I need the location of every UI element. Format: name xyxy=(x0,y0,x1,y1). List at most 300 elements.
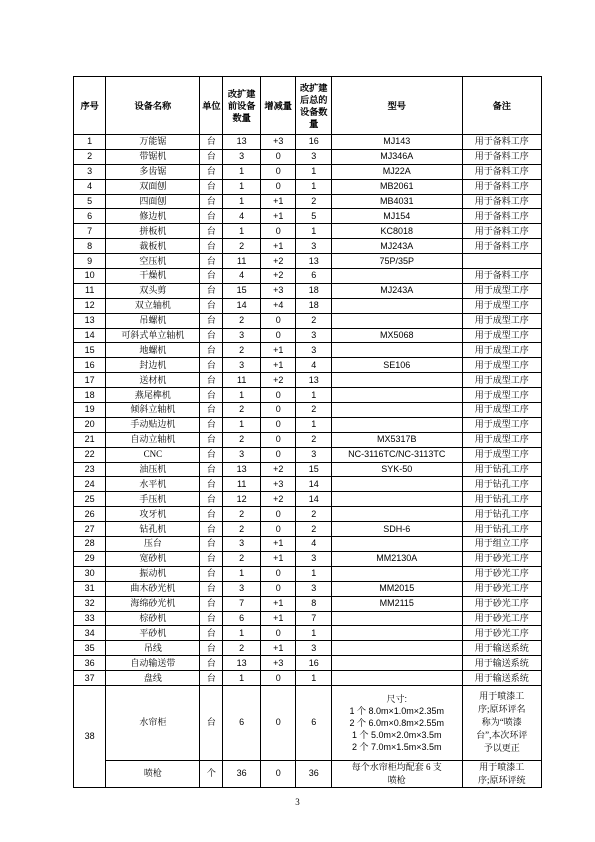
row-change: +1 xyxy=(260,194,296,209)
table-row-38a xyxy=(74,685,542,760)
row-note: 用于钻孔工序 xyxy=(462,477,541,492)
row-after: 3 xyxy=(296,641,332,656)
row-before: 1 xyxy=(223,224,261,239)
row-before: 2 xyxy=(223,432,261,447)
row-seq: 18 xyxy=(74,388,106,403)
row38-curtain-note-line: 用于喷漆工 xyxy=(479,691,525,702)
row-seq: 10 xyxy=(74,269,106,284)
row38-gun-note xyxy=(462,760,541,787)
row-unit: 台 xyxy=(200,656,223,671)
row-name: 平砂机 xyxy=(106,626,200,641)
row-note: 用于钻孔工序 xyxy=(462,492,541,507)
row-note: 用于成型工序 xyxy=(462,403,541,418)
row-seq: 7 xyxy=(74,224,106,239)
row38-curtain-model-line: 1 个 5.0m×2.0m×3.5m xyxy=(352,729,442,740)
table-row xyxy=(74,492,542,507)
row-before: 3 xyxy=(223,447,261,462)
row-note: 用于成型工序 xyxy=(462,358,541,373)
row-unit: 台 xyxy=(200,641,223,656)
row-seq: 15 xyxy=(74,343,106,358)
row-change: 0 xyxy=(260,388,296,403)
row-seq: 12 xyxy=(74,298,106,313)
row-seq: 24 xyxy=(74,477,106,492)
row-note: 用于备料工序 xyxy=(462,209,541,224)
row-after: 3 xyxy=(296,447,332,462)
row-after: 16 xyxy=(296,135,332,150)
row-note: 用于砂光工序 xyxy=(462,566,541,581)
row-change: +1 xyxy=(260,611,296,626)
row-after: 16 xyxy=(296,656,332,671)
row-before: 1 xyxy=(223,626,261,641)
row-before: 3 xyxy=(223,358,261,373)
row-model: MM2015 xyxy=(331,581,462,596)
row-unit: 台 xyxy=(200,149,223,164)
row-note: 用于钻孔工序 xyxy=(462,522,541,537)
row-unit: 台 xyxy=(200,269,223,284)
row-after: 1 xyxy=(296,179,332,194)
row-name: 吊线 xyxy=(106,641,200,656)
row-name: 油压机 xyxy=(106,462,200,477)
row-before: 1 xyxy=(223,179,261,194)
row-after: 13 xyxy=(296,373,332,388)
row38-gun-model xyxy=(331,760,462,787)
row-model: KC8018 xyxy=(331,224,462,239)
row-model xyxy=(331,388,462,403)
row-before: 1 xyxy=(223,566,261,581)
row-after: 6 xyxy=(296,269,332,284)
row-before: 13 xyxy=(223,135,261,150)
row-change: +1 xyxy=(260,641,296,656)
row-change: 0 xyxy=(260,507,296,522)
row-model xyxy=(331,403,462,418)
row-change: 0 xyxy=(260,164,296,179)
row-model xyxy=(331,537,462,552)
row-note: 用于输送系统 xyxy=(462,671,541,686)
row-seq: 2 xyxy=(74,149,106,164)
row-after: 3 xyxy=(296,239,332,254)
row-model xyxy=(331,313,462,328)
row-name: 双立轴机 xyxy=(106,298,200,313)
row-unit: 台 xyxy=(200,462,223,477)
row-name: 燕尾榫机 xyxy=(106,388,200,403)
row-after: 1 xyxy=(296,671,332,686)
row-change: 0 xyxy=(260,671,296,686)
row-change: +4 xyxy=(260,298,296,313)
row-unit: 台 xyxy=(200,611,223,626)
row-before: 1 xyxy=(223,164,261,179)
header-before: 改扩建前设备数量 xyxy=(223,77,261,135)
row38-curtain-model-line: 2 个 6.0m×0.8m×2.55m xyxy=(349,717,445,728)
row-model: MB2061 xyxy=(331,179,462,194)
row-name: 修边机 xyxy=(106,209,200,224)
table-row xyxy=(74,388,542,403)
row-note: 用于砂光工序 xyxy=(462,551,541,566)
row-after: 5 xyxy=(296,209,332,224)
row-model: MM2115 xyxy=(331,596,462,611)
row-before: 11 xyxy=(223,373,261,388)
row38-curtain-unit: 台 xyxy=(200,685,223,760)
row-before: 11 xyxy=(223,254,261,269)
row-seq: 13 xyxy=(74,313,106,328)
row-unit: 台 xyxy=(200,626,223,641)
row-name: CNC xyxy=(106,447,200,462)
row-note: 用于成型工序 xyxy=(462,298,541,313)
row-change: 0 xyxy=(260,313,296,328)
row-name: 手动贴边机 xyxy=(106,417,200,432)
row-after: 3 xyxy=(296,343,332,358)
row-model: MM2130A xyxy=(331,551,462,566)
table-row xyxy=(74,209,542,224)
table-row xyxy=(74,551,542,566)
row-name: 干燥机 xyxy=(106,269,200,284)
row-note: 用于备料工序 xyxy=(462,269,541,284)
row-note: 用于备料工序 xyxy=(462,149,541,164)
row-name: 地螺机 xyxy=(106,343,200,358)
row38-curtain-name: 水帘柜 xyxy=(106,685,200,760)
row-name: 自动立轴机 xyxy=(106,432,200,447)
row-name: 压台 xyxy=(106,537,200,552)
row-before: 3 xyxy=(223,537,261,552)
row-before: 2 xyxy=(223,641,261,656)
row-change: +1 xyxy=(260,239,296,254)
row38-gun-note-line: 用于喷漆工 xyxy=(479,761,525,772)
row38-curtain-model xyxy=(331,685,462,760)
row-name: 吊螺机 xyxy=(106,313,200,328)
row-after: 1 xyxy=(296,566,332,581)
row-note: 用于成型工序 xyxy=(462,328,541,343)
row-model xyxy=(331,269,462,284)
row-note: 用于成型工序 xyxy=(462,373,541,388)
row-note: 用于成型工序 xyxy=(462,343,541,358)
table-row xyxy=(74,373,542,388)
row-model: SDH-6 xyxy=(331,522,462,537)
row38-curtain-note-line: 台”,本次环评 xyxy=(476,730,528,741)
row-after: 2 xyxy=(296,194,332,209)
row-change: 0 xyxy=(260,224,296,239)
row-before: 1 xyxy=(223,417,261,432)
row-seq: 9 xyxy=(74,254,106,269)
row-change: 0 xyxy=(260,566,296,581)
row-name: 钻孔机 xyxy=(106,522,200,537)
row-before: 2 xyxy=(223,343,261,358)
row-change: +2 xyxy=(260,254,296,269)
row-seq: 14 xyxy=(74,328,106,343)
table-row xyxy=(74,477,542,492)
row-unit: 台 xyxy=(200,522,223,537)
row-unit: 台 xyxy=(200,135,223,150)
row-note: 用于成型工序 xyxy=(462,447,541,462)
row-before: 13 xyxy=(223,462,261,477)
row-model xyxy=(331,641,462,656)
row-model xyxy=(331,507,462,522)
header-seq: 序号 xyxy=(74,77,106,135)
table-row xyxy=(74,194,542,209)
row-unit: 台 xyxy=(200,179,223,194)
row-change: 0 xyxy=(260,403,296,418)
row-unit: 台 xyxy=(200,551,223,566)
row-unit: 台 xyxy=(200,194,223,209)
row38-gun-after: 36 xyxy=(296,760,332,787)
row-change: +1 xyxy=(260,358,296,373)
row-before: 11 xyxy=(223,477,261,492)
row-change: +3 xyxy=(260,283,296,298)
row-unit: 台 xyxy=(200,209,223,224)
row-change: +2 xyxy=(260,373,296,388)
row-name: 带锯机 xyxy=(106,149,200,164)
row-before: 2 xyxy=(223,507,261,522)
row-change: 0 xyxy=(260,522,296,537)
row-note: 用于组立工序 xyxy=(462,537,541,552)
row-change: +1 xyxy=(260,537,296,552)
header-change: 增减量 xyxy=(260,77,296,135)
row38-gun-model-line: 每个水帘柜均配套 6 支 xyxy=(351,761,442,772)
row-before: 2 xyxy=(223,239,261,254)
table-row xyxy=(74,596,542,611)
table-row xyxy=(74,313,542,328)
row-note: 用于输送系统 xyxy=(462,656,541,671)
row-change: 0 xyxy=(260,447,296,462)
row-name: 盘线 xyxy=(106,671,200,686)
row-unit: 台 xyxy=(200,358,223,373)
table-row xyxy=(74,581,542,596)
table-row xyxy=(74,179,542,194)
row38-curtain-note-line: 称为“喷漆 xyxy=(481,717,522,728)
row-name: 万能锯 xyxy=(106,135,200,150)
row-unit: 台 xyxy=(200,432,223,447)
row-after: 2 xyxy=(296,522,332,537)
row-name: 海绵砂光机 xyxy=(106,596,200,611)
row-before: 6 xyxy=(223,611,261,626)
row-seq: 30 xyxy=(74,566,106,581)
row-unit: 台 xyxy=(200,328,223,343)
row-model: 75P/35P xyxy=(331,254,462,269)
row38-curtain-note xyxy=(462,685,541,760)
row-note xyxy=(462,254,541,269)
row-seq: 25 xyxy=(74,492,106,507)
row-name: 裁板机 xyxy=(106,239,200,254)
table-row xyxy=(74,611,542,626)
row-model: MB4031 xyxy=(331,194,462,209)
row-unit: 台 xyxy=(200,596,223,611)
row-unit: 台 xyxy=(200,447,223,462)
row-change: +3 xyxy=(260,656,296,671)
row-after: 14 xyxy=(296,492,332,507)
row-unit: 台 xyxy=(200,164,223,179)
row-note: 用于钻孔工序 xyxy=(462,507,541,522)
row-unit: 台 xyxy=(200,581,223,596)
row-note: 用于钻孔工序 xyxy=(462,462,541,477)
row-name: 曲木砂光机 xyxy=(106,581,200,596)
row-after: 2 xyxy=(296,507,332,522)
header-model: 型号 xyxy=(331,77,462,135)
row-after: 8 xyxy=(296,596,332,611)
table-row xyxy=(74,671,542,686)
row38-curtain-change: 0 xyxy=(260,685,296,760)
row-name: 双头剪 xyxy=(106,283,200,298)
table-row xyxy=(74,283,542,298)
row-before: 3 xyxy=(223,581,261,596)
row-change: 0 xyxy=(260,581,296,596)
header-after: 改扩建后总的设备数量 xyxy=(296,77,332,135)
table-row xyxy=(74,447,542,462)
equipment-table xyxy=(73,76,542,788)
row-model xyxy=(331,492,462,507)
row-change: +1 xyxy=(260,209,296,224)
row-after: 7 xyxy=(296,611,332,626)
row-change: 0 xyxy=(260,328,296,343)
row-seq: 3 xyxy=(74,164,106,179)
row-change: +1 xyxy=(260,343,296,358)
table-row xyxy=(74,656,542,671)
table-body xyxy=(74,135,542,788)
row-change: 0 xyxy=(260,432,296,447)
row-model: SYK-50 xyxy=(331,462,462,477)
table-row xyxy=(74,135,542,150)
row-model: MJ243A xyxy=(331,283,462,298)
row-after: 3 xyxy=(296,551,332,566)
row-unit: 台 xyxy=(200,403,223,418)
row-seq: 22 xyxy=(74,447,106,462)
row-model xyxy=(331,298,462,313)
row-unit: 台 xyxy=(200,566,223,581)
row-seq: 11 xyxy=(74,283,106,298)
table-row xyxy=(74,641,542,656)
row-note: 用于备料工序 xyxy=(462,239,541,254)
table-row xyxy=(74,522,542,537)
row-after: 2 xyxy=(296,313,332,328)
row-note: 用于备料工序 xyxy=(462,224,541,239)
header-name: 设备名称 xyxy=(106,77,200,135)
row-model xyxy=(331,417,462,432)
row-before: 2 xyxy=(223,313,261,328)
row38-curtain-model-line: 1 个 8.0m×1.0m×2.35m xyxy=(349,705,445,716)
row-note: 用于成型工序 xyxy=(462,388,541,403)
row-before: 15 xyxy=(223,283,261,298)
row-after: 1 xyxy=(296,164,332,179)
row-model: MX5068 xyxy=(331,328,462,343)
row-note: 用于成型工序 xyxy=(462,313,541,328)
row-change: 0 xyxy=(260,626,296,641)
row-seq: 33 xyxy=(74,611,106,626)
row-model: MJ243A xyxy=(331,239,462,254)
row-unit: 台 xyxy=(200,507,223,522)
row-note: 用于备料工序 xyxy=(462,135,541,150)
row-name: 攻牙机 xyxy=(106,507,200,522)
row-name: 倾斜立轴机 xyxy=(106,403,200,418)
row-before: 2 xyxy=(223,522,261,537)
row-unit: 台 xyxy=(200,671,223,686)
row-unit: 台 xyxy=(200,343,223,358)
row-unit: 台 xyxy=(200,224,223,239)
row-name: 手压机 xyxy=(106,492,200,507)
row38-curtain-model-line: 2 个 7.0m×1.5m×3.5m xyxy=(352,741,442,752)
row-unit: 台 xyxy=(200,537,223,552)
table-row xyxy=(74,417,542,432)
row-seq: 23 xyxy=(74,462,106,477)
row-name: 四面刨 xyxy=(106,194,200,209)
row-after: 1 xyxy=(296,417,332,432)
row-model: NC-3116TC/NC-3113TC xyxy=(331,447,462,462)
row-after: 15 xyxy=(296,462,332,477)
row-change: +1 xyxy=(260,596,296,611)
row-seq: 5 xyxy=(74,194,106,209)
row-after: 3 xyxy=(296,581,332,596)
row38-gun-change: 0 xyxy=(260,760,296,787)
table-row xyxy=(74,403,542,418)
row-seq: 6 xyxy=(74,209,106,224)
row-after: 4 xyxy=(296,358,332,373)
table-row xyxy=(74,343,542,358)
row-seq: 35 xyxy=(74,641,106,656)
row38-curtain-model-line: 尺寸: xyxy=(386,693,408,704)
table-row xyxy=(74,149,542,164)
row-name: 自动输送带 xyxy=(106,656,200,671)
row-model: MJ22A xyxy=(331,164,462,179)
row38-gun-unit: 个 xyxy=(200,760,223,787)
row-before: 7 xyxy=(223,596,261,611)
row-before: 1 xyxy=(223,388,261,403)
row-model xyxy=(331,566,462,581)
row38-gun-name: 喷枪 xyxy=(106,760,200,787)
row-before: 1 xyxy=(223,194,261,209)
row-before: 2 xyxy=(223,403,261,418)
row38-gun-before: 36 xyxy=(223,760,261,787)
row-name: 双面刨 xyxy=(106,179,200,194)
row-seq: 28 xyxy=(74,537,106,552)
row-unit: 台 xyxy=(200,477,223,492)
row-name: 空压机 xyxy=(106,254,200,269)
row-note: 用于成型工序 xyxy=(462,432,541,447)
row-seq: 37 xyxy=(74,671,106,686)
row-note: 用于砂光工序 xyxy=(462,596,541,611)
row-unit: 台 xyxy=(200,373,223,388)
row-model xyxy=(331,373,462,388)
row-seq: 20 xyxy=(74,417,106,432)
row-before: 2 xyxy=(223,551,261,566)
row-model: SE106 xyxy=(331,358,462,373)
row-after: 3 xyxy=(296,328,332,343)
row-model: MJ154 xyxy=(331,209,462,224)
row-change: +1 xyxy=(260,551,296,566)
row-before: 1 xyxy=(223,671,261,686)
table-row xyxy=(74,626,542,641)
row-name: 多齿锯 xyxy=(106,164,200,179)
row-model: MJ143 xyxy=(331,135,462,150)
row-model xyxy=(331,626,462,641)
row-note: 用于备料工序 xyxy=(462,179,541,194)
row-unit: 台 xyxy=(200,254,223,269)
row-seq: 17 xyxy=(74,373,106,388)
row-note: 用于砂光工序 xyxy=(462,611,541,626)
row-name: 振动机 xyxy=(106,566,200,581)
table-row-38b xyxy=(74,760,542,787)
row-unit: 台 xyxy=(200,313,223,328)
table-header xyxy=(74,77,542,135)
row-seq: 29 xyxy=(74,551,106,566)
row-note: 用于成型工序 xyxy=(462,417,541,432)
table-row xyxy=(74,328,542,343)
row-seq: 1 xyxy=(74,135,106,150)
row-after: 13 xyxy=(296,254,332,269)
row-name: 拼板机 xyxy=(106,224,200,239)
row-before: 4 xyxy=(223,209,261,224)
table-row xyxy=(74,269,542,284)
row-seq: 19 xyxy=(74,403,106,418)
row-unit: 台 xyxy=(200,239,223,254)
row-seq: 36 xyxy=(74,656,106,671)
header-note: 备注 xyxy=(462,77,541,135)
row-seq: 21 xyxy=(74,432,106,447)
